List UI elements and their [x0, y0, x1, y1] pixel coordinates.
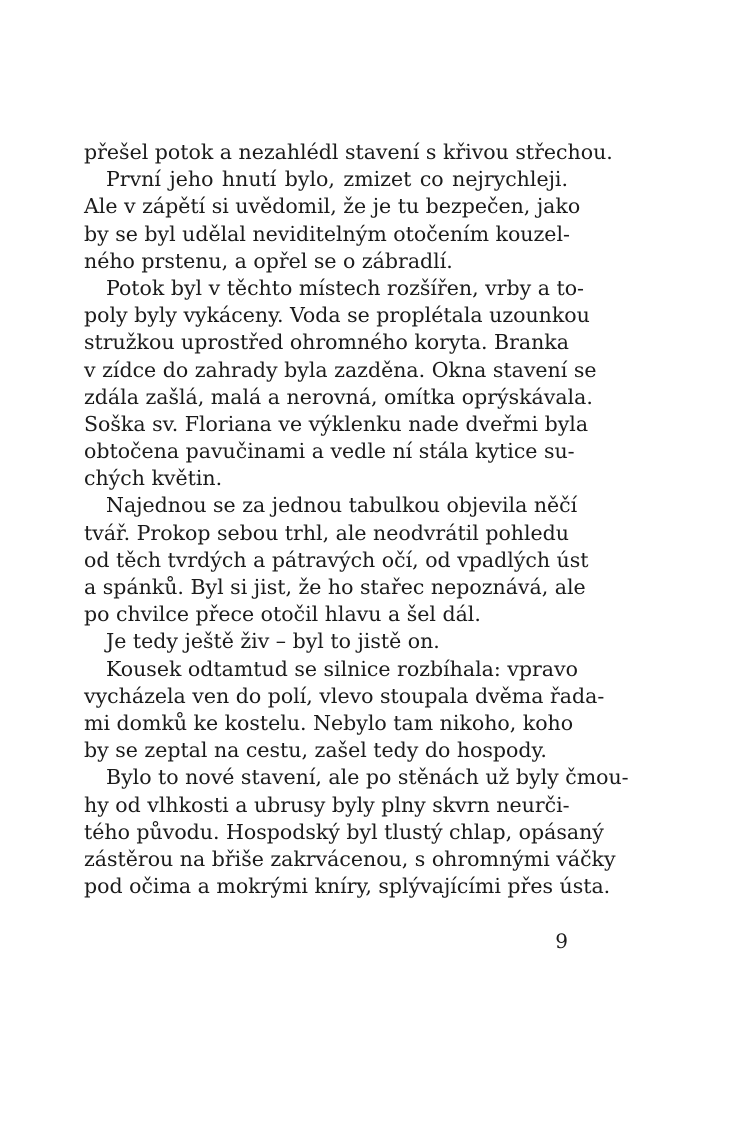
text-line: obtočena pavučinami a vedle ní stála kytice su- — [84, 439, 575, 464]
text-line: by se zeptal na cestu, zašel tedy do hospody. — [84, 738, 547, 763]
page-number: 9 — [555, 929, 568, 953]
text-line: Potok byl v těchto místech rozšířen, vrby a to- — [106, 275, 584, 300]
text-line: vycházela ven do polí, vlevo stoupala dvěma řada- — [84, 683, 605, 708]
text-line: mi domků ke kostelu. Nebylo tam nikoho, koho — [84, 710, 574, 735]
text-line: ného prstenu, a opřel se o zábradlí. — [84, 248, 453, 273]
text-line: v zídce do zahrady byla zazděna. Okna stavení se — [84, 357, 597, 382]
text-line: hy od vlhkosti a ubrusy byly plny skvrn neurči- — [84, 792, 570, 817]
text-line: tého původu. Hospodský byl tlustý chlap, opásaný — [84, 819, 604, 844]
text-line: Je tedy ještě živ – byl to jistě on. — [106, 629, 440, 654]
page-body-text — [84, 139, 629, 900]
text-line: a spánků. Byl si jist, že ho stařec nepoznává, ale — [84, 575, 586, 599]
text-line: Bylo to nové stavení, ale po stěnách už byly čmou- — [106, 765, 629, 790]
text-line: poly byly vykáceny. Voda se proplétala uzounkou — [84, 303, 590, 328]
text-line: Ale v zápětí si uvědomil, že je tu bezpečen, jako — [84, 194, 581, 219]
text-line: tvář. Prokop sebou trhl, ale neodvrátil pohledu — [84, 520, 570, 545]
text-line: přešel potok a nezahlédl stavení s křivou střechou. — [84, 140, 613, 164]
text-line: od těch tvrdých a pátravých očí, od vpadlých úst — [84, 547, 589, 572]
text-line: Kousek odtamtud se silnice rozbíhala: vpravo — [106, 656, 578, 681]
text-line: chých květin. — [84, 466, 223, 491]
text-line: zdála zašlá, malá a nerovná, omítka oprýskávala. — [84, 384, 593, 409]
text-line: po chvilce přece otočil hlavu a šel dál. — [84, 602, 481, 627]
text-line: Soška sv. Floriana ve výklenku nade dveřmi byla — [84, 411, 589, 436]
text-line: pod očima a mokrými kníry, splývajícími přes ústa. — [84, 874, 611, 899]
text-line: stružkou uprostřed ohromného koryta. Branka — [84, 330, 569, 355]
text-line: Najednou se za jednou tabulkou objevila něčí — [106, 493, 578, 518]
text-line: by se byl udělal neviditelným otočením kouzel- — [84, 221, 570, 246]
text-line: První jeho hnutí bylo, zmizet co nejrychleji. — [106, 167, 568, 192]
text-line: zástěrou na břiše zakrvácenou, s ohromnými váčky — [84, 846, 616, 871]
